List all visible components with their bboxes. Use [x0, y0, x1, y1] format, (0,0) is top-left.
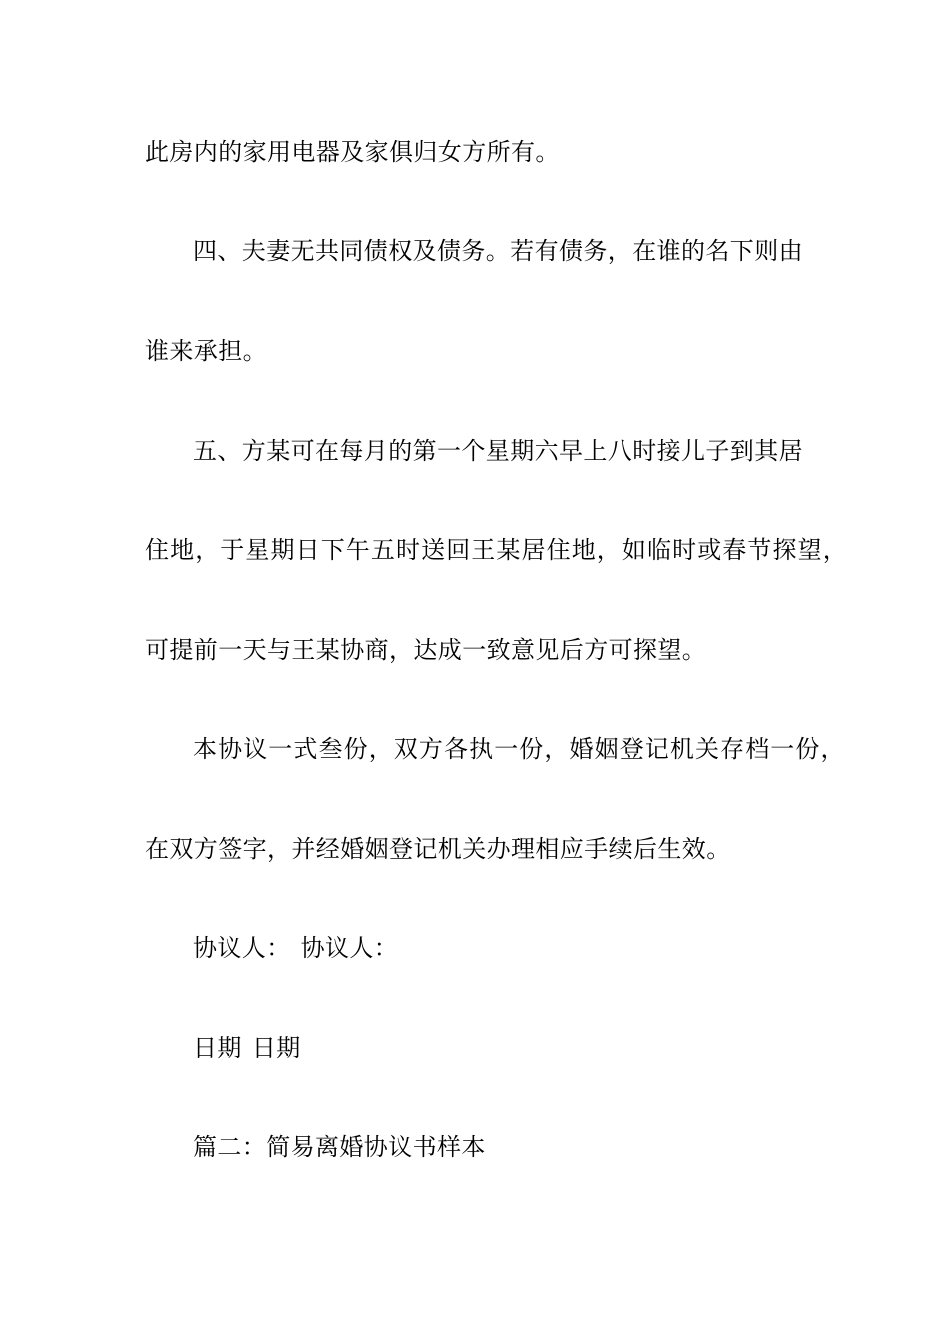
section-heading: 篇二：简易离婚协议书样本 [193, 1133, 486, 1161]
paragraph-5-line-1: 五、方某可在每月的第一个星期六早上八时接儿子到其居 [193, 437, 803, 465]
paragraph-4-line-1: 四、夫妻无共同债权及债务。若有债务，在谁的名下则由 [193, 237, 803, 265]
signature-party-b: 协议人： [300, 934, 399, 962]
paragraph-4-line-2: 谁来承担。 [145, 337, 267, 365]
signature-party-a: 协议人： [193, 934, 291, 962]
date-party-a: 日期 [193, 1034, 242, 1062]
paragraph-6-line-2: 在双方签字，并经婚姻登记机关办理相应手续后生效。 [145, 835, 731, 863]
date-party-b: 日期 [251, 1034, 301, 1062]
paragraph-line-1: 此房内的家用电器及家俱归女方所有。 [145, 138, 560, 166]
paragraph-6-line-1: 本协议一式叁份，双方各执一份，婚姻登记机关存档一份， [193, 735, 846, 763]
paragraph-5-line-3: 可提前一天与王某协商，达成一致意见后方可探望。 [145, 636, 707, 664]
paragraph-5-line-2: 住地，于星期日下午五时送回王某居住地，如临时或春节探望， [145, 536, 848, 564]
signature-line [193, 932, 893, 964]
date-line [193, 1032, 893, 1064]
